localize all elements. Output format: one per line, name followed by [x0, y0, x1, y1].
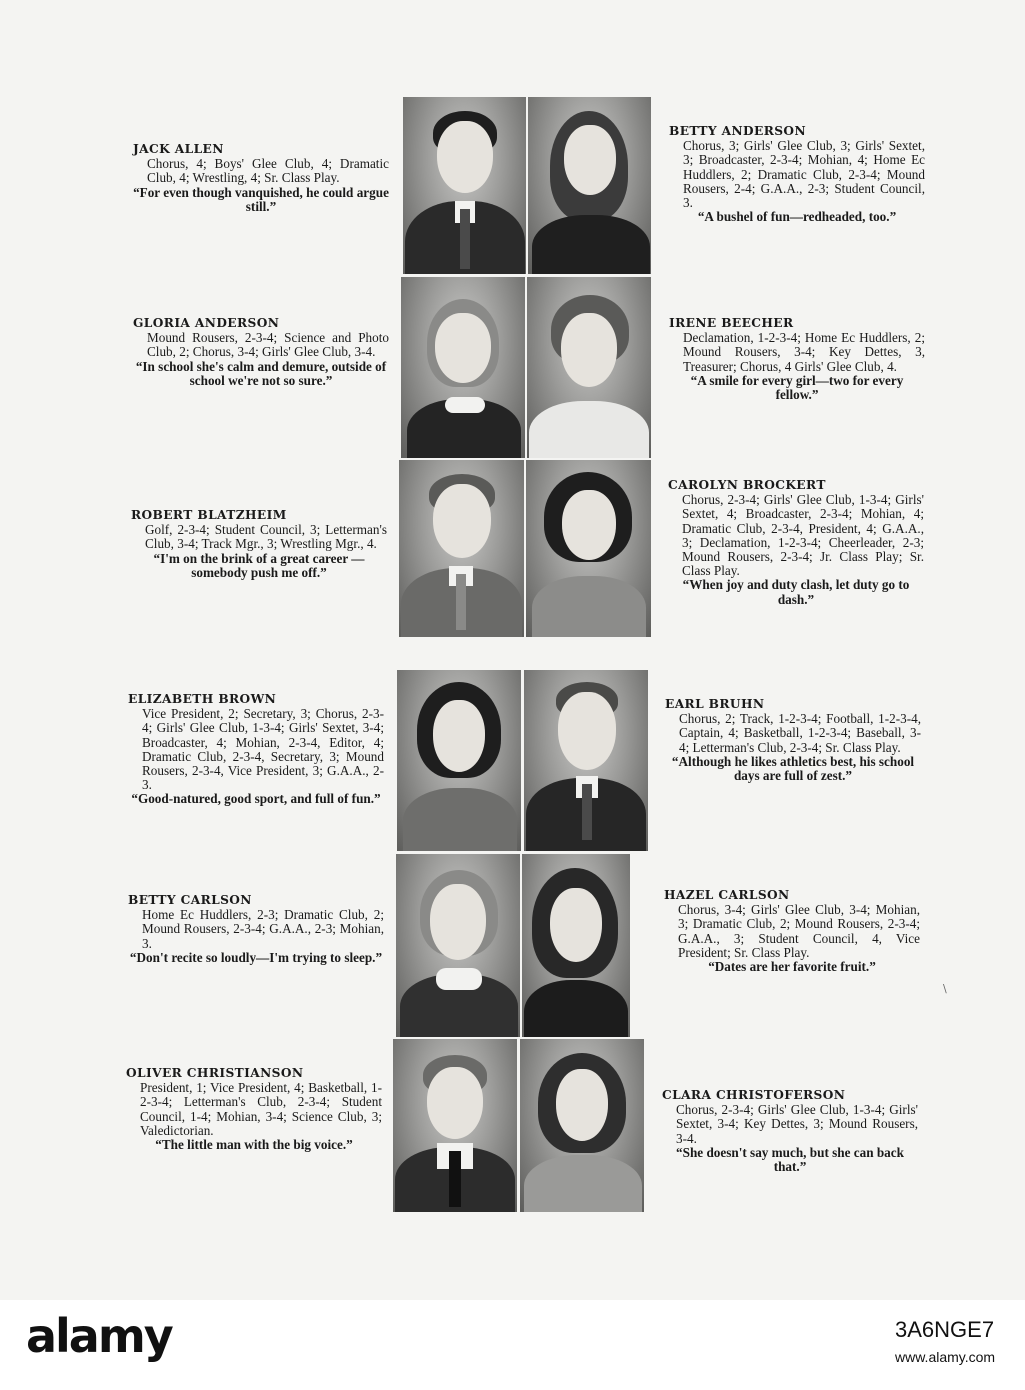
student-quote: “When joy and duty clash, let duty go to dash.” [682, 577, 910, 607]
student-quote: “I'm on the brink of a great career —somebody push me off.” [153, 550, 365, 580]
entry-betty-carlson [128, 893, 384, 965]
entry-carolyn-brockert [668, 478, 924, 607]
entry-irene-beecher [669, 316, 925, 402]
entry-robert-blatzheim [131, 508, 387, 580]
student-name: BETTY ANDERSON [669, 124, 806, 138]
student-activities: Chorus, 3; Girls' Glee Club, 3; Girls' Sextet, 3; Broadcaster, 2-3-4; Mohian, 4; Home Ec Huddlers, 2; Dramatic Club, 2-3-4; Mound Rousers, 2-4; G.A.A., 2-3; Student Council, 3. [683, 138, 925, 211]
entry-clara-christoferson [662, 1088, 918, 1174]
student-quote: “The little man with the big voice.” [155, 1137, 353, 1153]
student-name: ROBERT BLATZHEIM [131, 508, 287, 522]
student-quote: “For even though vanquished, he could argue still.” [133, 184, 389, 214]
student-name: IRENE BEECHER [669, 316, 794, 330]
student-name: HAZEL CARLSON [664, 888, 790, 902]
student-name: BETTY CARLSON [128, 893, 252, 907]
alamy-logo: alamy [26, 1309, 172, 1363]
photo-robert-blatzheim [399, 460, 524, 637]
footer-url: www.alamy.com [895, 1349, 996, 1365]
stray-mark: \ [943, 982, 947, 995]
student-name: OLIVER CHRISTIANSON [126, 1066, 304, 1080]
student-quote: “A bushel of fun—redheaded, too.” [697, 209, 897, 225]
image-id: 3A6NGE7 [895, 1317, 995, 1342]
student-name: EARL BRUHN [665, 697, 765, 711]
entry-betty-anderson [669, 124, 925, 224]
student-activities: Golf, 2-3-4; Student Council, 3; Letterman's Club, 3-4; Track Mgr., 3; Wrestling Mgr., 4. [145, 522, 387, 552]
student-quote: “Don't recite so loudly—I'm trying to sleep.” [129, 949, 383, 965]
student-name: CAROLYN BROCKERT [668, 478, 826, 492]
photo-hazel-carlson [522, 854, 630, 1037]
photo-gloria-anderson [401, 277, 525, 458]
entry-gloria-anderson [133, 316, 389, 388]
student-quote: “She doesn't say much, but she can back that.” [676, 1144, 904, 1175]
student-activities: Chorus, 3-4; Girls' Glee Club, 3-4; Mohian, 3; Dramatic Club, 2; Mound Rousers, 2-3-4; G.A.A., 3; Student Council, 4, Vice President; Sr. Class Play. [678, 902, 920, 960]
student-activities: Vice President, 2; Secretary, 3; Chorus, 2-3-4; Girls' Glee Club, 1-3-4; Girls' Sextet, 3-4; Broadcaster, 4; Mohian, 2-3-4, Editor, 4; Dramatic Club, 2-3-4, Secretary, 3; Mound Rousers, 2-3-4, Vice President, 3; G.A.A., 2-3. [142, 706, 384, 793]
student-name: JACK ALLEN [133, 142, 224, 156]
student-quote: “Good-natured, good sport, and full of fun.” [131, 791, 381, 807]
photo-earl-bruhn [524, 670, 648, 851]
student-quote: “In school she's calm and demure, outside of school we're not so sure.” [135, 358, 387, 388]
entry-elizabeth-brown [128, 692, 384, 807]
entry-earl-bruhn [665, 697, 921, 783]
photo-oliver-christianson [393, 1039, 517, 1212]
student-quote: “Although he likes athletics best, his school days are full of zest.” [671, 753, 915, 784]
photo-jack-allen [403, 97, 526, 274]
photo-betty-anderson [528, 97, 651, 274]
photo-irene-beecher [527, 277, 651, 458]
photo-betty-carlson [396, 854, 520, 1037]
student-activities: President, 1; Vice President, 4; Basketball, 1-2-3-4; Letterman's Club, 2-3-4; Student Council, 1-4; Mohian, 3-4; Science Club, 3; Valedictorian. [140, 1080, 382, 1138]
student-activities: Home Ec Huddlers, 2-3; Dramatic Club, 2; Mound Rousers, 2-3-4; G.A.A., 2-3; Mohian, 3. [142, 907, 384, 951]
photo-carolyn-brockert [526, 460, 651, 637]
student-name: ELIZABETH BROWN [128, 692, 277, 706]
student-name: CLARA CHRISTOFERSON [662, 1088, 846, 1102]
entry-jack-allen [133, 142, 389, 214]
student-activities: Chorus, 2-3-4; Girls' Glee Club, 1-3-4; Girls' Sextet, 4; Broadcaster, 2-3-4; Mohian, 4; Dramatic Club, 2-3-4, President, 4; G.A.A., 3; Declamation, 1-2-3-4; Cheerleader, 2-3; Mound Rousers, 2-3-4; Jr. Class Play; Sr. Class Play. [682, 492, 924, 579]
student-name: GLORIA ANDERSON [133, 316, 280, 330]
student-activities: Chorus, 4; Boys' Glee Club, 4; Dramatic Club, 4; Wrestling, 4; Sr. Class Play. [147, 156, 389, 186]
student-activities: Mound Rousers, 2-3-4; Science and Photo Club, 2; Chorus, 3-4; Girls' Glee Club, 3-4. [147, 330, 389, 360]
student-activities: Chorus, 2; Track, 1-2-3-4; Football, 1-2-3-4, Captain, 4; Basketball, 1-2-3-4; Baseball, 3-4; Letterman's Club, 2-3-4; Sr. Class Play. [679, 711, 921, 755]
entry-hazel-carlson [664, 888, 920, 974]
student-quote: “A smile for every girl—two for every fellow.” [690, 372, 904, 403]
student-quote: “Dates are her favorite fruit.” [708, 959, 876, 975]
student-activities: Chorus, 2-3-4; Girls' Glee Club, 1-3-4; Girls' Sextet, 3-4; Key Dettes, 3; Mound Rousers, 3-4. [676, 1102, 918, 1146]
photo-elizabeth-brown [397, 670, 521, 851]
student-activities: Declamation, 1-2-3-4; Home Ec Huddlers, 2; Mound Rousers, 3-4; Key Dettes, 3, Treasurer; Chorus, 4 Girls' Glee Club, 4. [683, 330, 925, 374]
entry-oliver-christianson [126, 1066, 382, 1152]
photo-clara-christoferson [520, 1039, 644, 1212]
